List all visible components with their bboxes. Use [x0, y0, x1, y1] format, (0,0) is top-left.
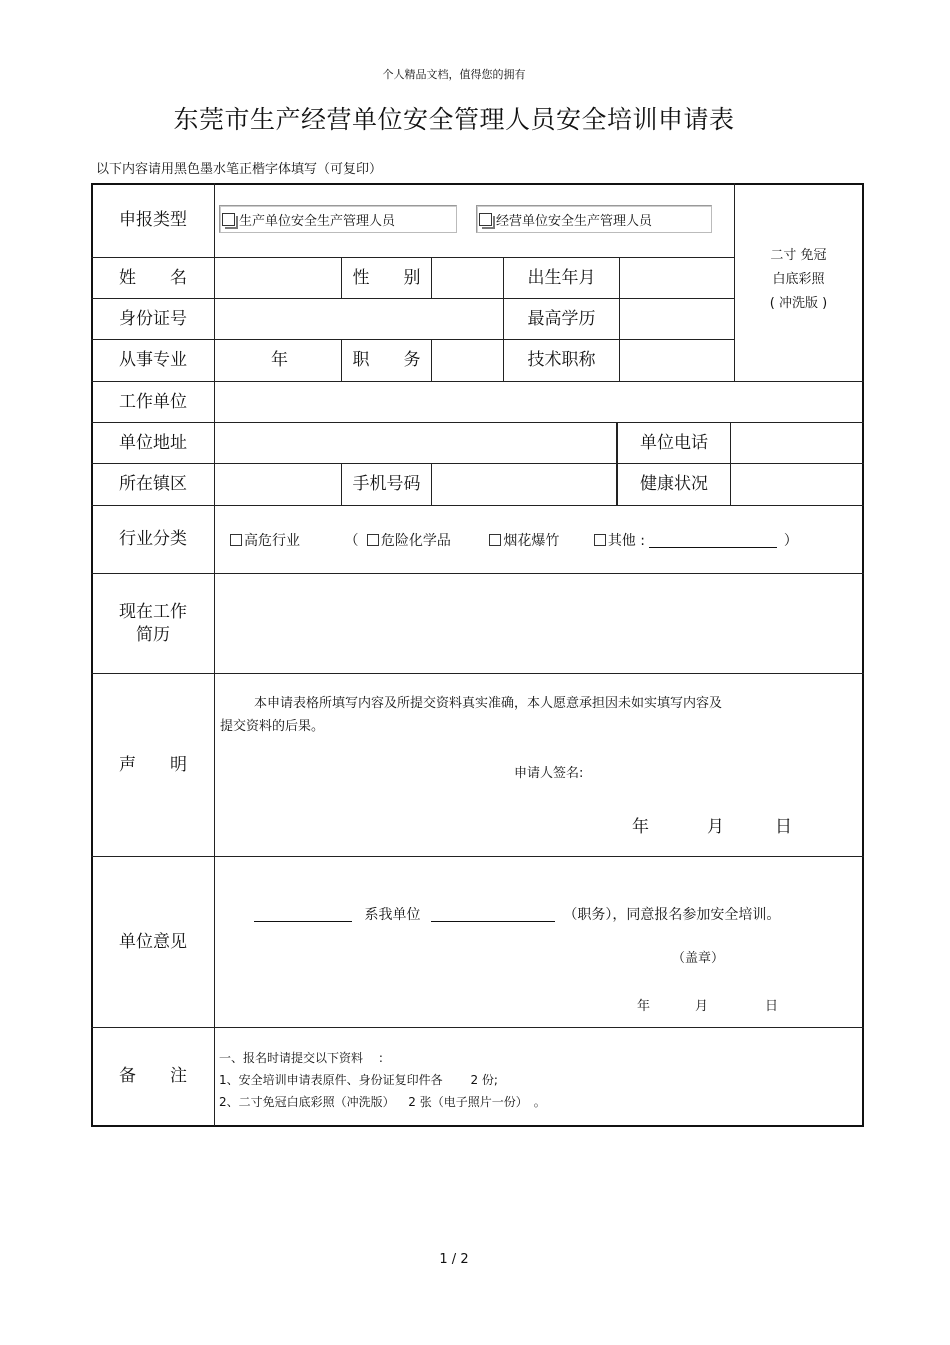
photo-caption-2: 白底彩照 [772, 272, 825, 287]
name-field[interactable] [215, 258, 341, 298]
checkbox-icon[interactable] [367, 534, 379, 546]
town-field[interactable] [215, 464, 341, 505]
resume-label [92, 574, 214, 673]
industry-option-chemicals-label: 危险化学品 [380, 533, 451, 549]
unit-phone-field[interactable] [731, 423, 862, 463]
title-rank-field[interactable] [620, 340, 734, 381]
education-field[interactable] [620, 299, 734, 339]
industry-options [230, 530, 798, 550]
photo-caption-3: ( 冲洗版 ) [769, 296, 828, 311]
position-field[interactable] [432, 340, 503, 381]
unit-date-month: 月 [695, 999, 709, 1014]
mobile-label: 手机号码 [352, 474, 421, 495]
industry-option-high-risk-label: 高危行业 [244, 533, 300, 549]
unit-opinion-text-b: （职务），同意报名参加安全培训。 [563, 907, 781, 923]
birth-label: 出生年月 [527, 267, 596, 288]
remarks-line3: 2、二寸免冠白底彩照（冲洗版） 2 张（电子照片一份） 。 [219, 1095, 546, 1109]
unit-opinion-text-a: 系我单位 [364, 907, 421, 923]
page-number: 1 / 2 [439, 1252, 469, 1267]
checkbox-icon[interactable] [489, 534, 501, 546]
form-title: 东莞市生产经营单位安全管理人员安全培训申请表 [173, 105, 735, 134]
paren-open: （ [344, 533, 359, 549]
remarks-line1: 一、报名时请提交以下资料 : [219, 1051, 383, 1065]
mobile-field[interactable] [432, 464, 616, 505]
declaration-date-month: 月 [707, 817, 724, 837]
town-label: 所在镇区 [119, 474, 187, 495]
declaration-text-line2: 提交资料的后果。 [220, 719, 325, 734]
name-label: 姓 名 [119, 267, 187, 288]
work-unit-field[interactable] [215, 382, 862, 422]
industry-option-fireworks-label: 烟花爆竹 [503, 533, 560, 549]
unit-date-day: 日 [765, 999, 779, 1014]
industry-option-fireworks[interactable] [489, 533, 559, 549]
unit-address-field[interactable] [215, 423, 616, 463]
id-number-label: 身份证号 [119, 308, 187, 329]
declaration-date-year: 年 [632, 817, 649, 837]
declaration-date-day: 日 [775, 817, 792, 837]
report-option-business[interactable] [476, 205, 712, 233]
fill-instruction: 以下内容请用黑色墨水笔正楷字体填写（可复印） [96, 162, 383, 177]
employee-position-input[interactable] [431, 907, 555, 922]
remarks-label: 备 注 [119, 1066, 187, 1087]
industry-option-other-label: 其他 : [607, 533, 645, 549]
industry-option-high-risk[interactable] [230, 533, 300, 549]
gender-field[interactable] [432, 258, 503, 298]
applicant-signature-label: 申请人签名: [514, 766, 584, 781]
profession-years-field[interactable] [215, 340, 341, 381]
years-unit: 年 [271, 350, 288, 371]
checkbox-icon[interactable] [594, 534, 606, 546]
unit-opinion-label: 单位意见 [119, 931, 187, 952]
position-label: 职 务 [352, 350, 421, 371]
resume-label-line1: 现在工作 [119, 601, 187, 622]
photo-caption-1: 二寸 免冠 [770, 248, 827, 263]
resume-label-line2: 简历 [136, 624, 170, 645]
unit-opinion-text [254, 904, 780, 924]
header-note: 个人精品文档，值得您的拥有 [382, 68, 526, 81]
industry-label: 行业分类 [119, 529, 187, 550]
health-label: 健康状况 [640, 474, 708, 495]
industry-option-chemicals[interactable] [367, 533, 451, 549]
health-field[interactable] [731, 464, 862, 505]
work-unit-label: 工作单位 [119, 391, 187, 412]
checkbox-icon[interactable] [479, 213, 492, 226]
report-type-label: 申报类型 [119, 210, 187, 231]
industry-other-input[interactable] [649, 533, 777, 548]
report-option-business-label: 经营单位安全生产管理人员 [496, 213, 653, 229]
industry-option-other[interactable] [594, 533, 645, 549]
photo-area[interactable] [735, 240, 862, 320]
seal-label: （盖章） [672, 951, 725, 966]
unit-phone-label: 单位电话 [640, 432, 708, 453]
unit-date-year: 年 [637, 999, 651, 1014]
applicant-signature-field[interactable] [598, 768, 748, 782]
title-rank-label: 技术职称 [527, 350, 596, 371]
checkbox-icon[interactable] [222, 213, 235, 226]
report-option-production[interactable] [219, 205, 457, 233]
profession-label: 从事专业 [119, 350, 187, 371]
employee-name-input[interactable] [254, 907, 352, 922]
paren-close: ） [783, 533, 798, 549]
birth-field[interactable] [620, 258, 734, 298]
declaration-label: 声 明 [119, 754, 187, 775]
remarks-line2: 1、安全培训申请表原件、身份证复印件各 2 份; [219, 1073, 498, 1087]
id-number-field[interactable] [215, 299, 503, 339]
declaration-text-line1: 本申请表格所填写内容及所提交资料真实准确，本人愿意承担因未如实填写内容及 [254, 696, 723, 711]
resume-field[interactable] [215, 574, 862, 673]
unit-address-label: 单位地址 [119, 432, 187, 453]
gender-label: 性 别 [352, 267, 421, 288]
report-option-production-label: 生产单位安全生产管理人员 [239, 213, 396, 229]
education-label: 最高学历 [527, 308, 596, 329]
checkbox-icon[interactable] [230, 534, 242, 546]
